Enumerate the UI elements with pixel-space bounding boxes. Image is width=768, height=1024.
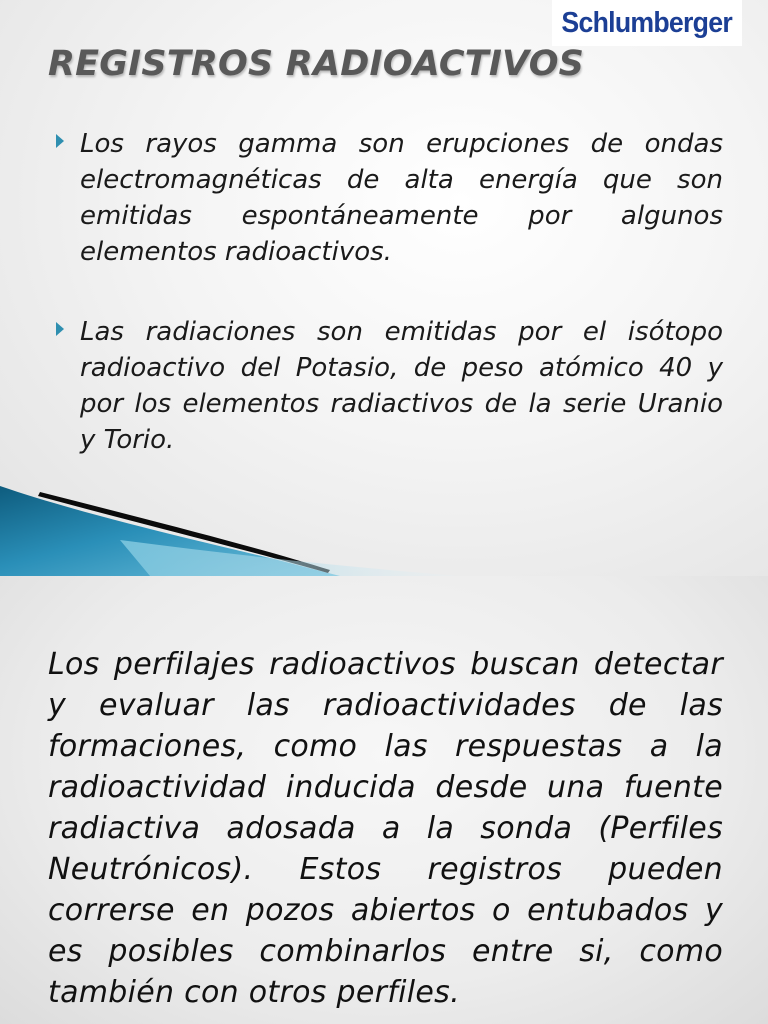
bullet-text: Los rayos gamma son erupciones de ondas electromagnéticas de alta energía que son emitidas espontáneamente por algunos elementos radioactivos. xyxy=(80,129,723,267)
schlumberger-logo xyxy=(552,0,742,46)
slide-paragraph: Los perfilajes radioactivos buscan detectar y evaluar las radioactividades de las formaciones, como las respuestas a la radioactividad inducida desde una fuente radiactiva adosada a la sonda (Perfiles Neutrónicos). Estos registros pueden correrse en pozos abiertos o entubados y es posibles combinarlos entre si, como también con otros perfiles. xyxy=(48,647,723,1010)
slide-2 xyxy=(0,576,768,1024)
bullet-item xyxy=(56,126,723,270)
logo-text: Schlumberger xyxy=(561,6,733,39)
bullet-text: Las radiaciones son emitidas por el isótopo radioactivo del Potasio, de peso atómico 40 y por los elementos radiactivos de la serie Uranio y Torio. xyxy=(80,317,723,455)
bullet-item xyxy=(56,314,723,458)
decorative-swoosh xyxy=(0,470,768,576)
slide-title: REGISTROS RADIOACTIVOS xyxy=(48,44,585,84)
triangle-right-icon xyxy=(56,322,64,336)
triangle-right-icon xyxy=(56,134,64,148)
